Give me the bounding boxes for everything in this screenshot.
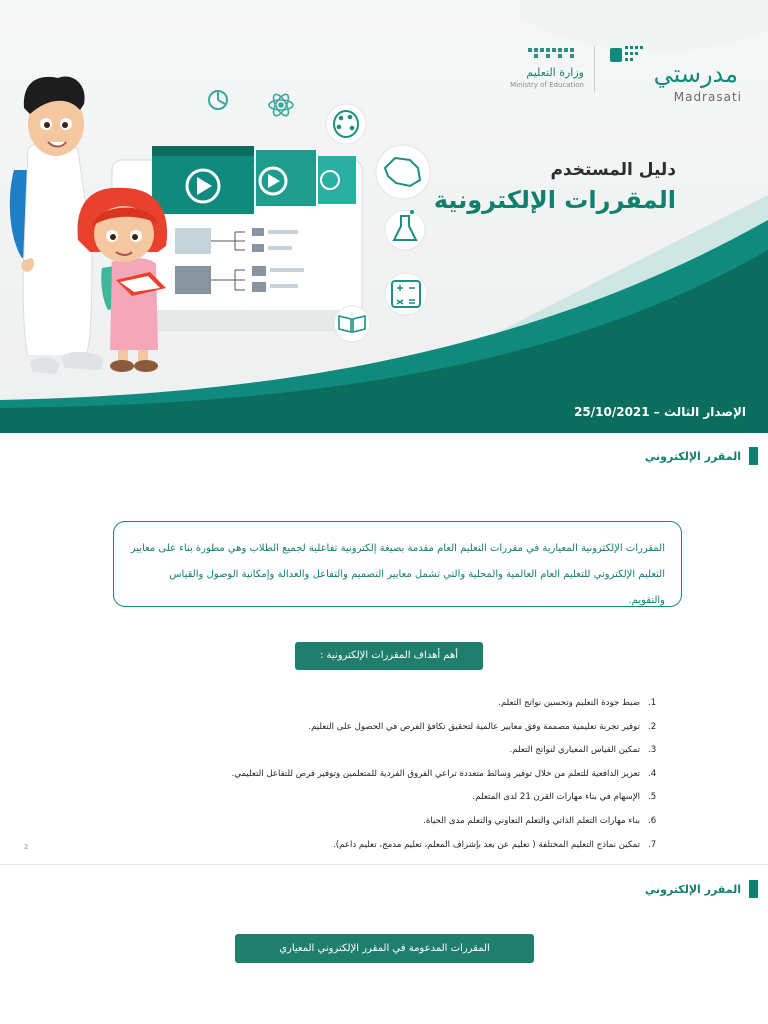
list-item: 6. بناء مهارات التعلم الذاتي والتعلم التعاوني والتعلم مدى الحياة. xyxy=(423,815,657,826)
section-label: المقرر الإلكتروني xyxy=(644,449,741,463)
map-icon xyxy=(376,145,430,199)
cover-subtitle: دليل المستخدم xyxy=(550,160,676,180)
page-number: 2 xyxy=(24,843,29,851)
list-item: 1. ضبط جودة التعليم وتحسين نواتج التعلم. xyxy=(498,698,657,708)
supported-courses-page xyxy=(0,866,768,1024)
supported-courses-title: المقررات المدعومة في المقرر الإلكتروني المعياري xyxy=(235,934,534,963)
atom-icon xyxy=(269,92,293,118)
ministry-name-en: Ministry of Education xyxy=(510,81,584,89)
intro-page xyxy=(0,433,768,865)
list-item: 4. تعزيز الدافعية للتعلم من خلال توفير وسائط متعددة تراعي الفروق الفردية للمتعلمين وتوفير فرص للتفاعل التعليمي. xyxy=(231,768,657,779)
section-marker xyxy=(749,447,758,465)
list-item: 5. الإسهام في بناء مهارات القرن 21 لدى المتعلم. xyxy=(472,792,657,803)
section-label: المقرر الإلكتروني xyxy=(644,882,741,896)
cover-illustration xyxy=(0,0,768,433)
calculator-icon xyxy=(385,273,427,315)
cover-page xyxy=(0,0,768,433)
chart-circle-icon xyxy=(209,91,227,109)
flask-icon xyxy=(385,210,425,250)
section-header xyxy=(645,447,758,465)
list-item: 7. تمكين نماذج التعليم المختلفة ( تعليم عن بعد بإشراف المعلم، تعليم مدمج، تعليم داعم). xyxy=(333,839,657,850)
goals-title-button: أهم أهداف المقررات الإلكترونية : xyxy=(295,642,483,670)
list-item: 2. توفير تجربة تعليمية مصممة وفق معايير عالمية لتحقيق تكافؤ الفرص في الحصول على التعليم. xyxy=(308,721,657,732)
list-item: 3. تمكين القياس المعياري لنواتج التعلم. xyxy=(509,745,657,756)
section-marker xyxy=(749,880,758,898)
madrasati-latin: Madrasati xyxy=(673,90,742,104)
goals-list xyxy=(110,695,670,860)
intro-box: المقررات الإلكترونية المعيارية في مقررات التعليم العام مقدمة بصيغة إلكترونية تفاعلية لجميع الطلاب وهي مطورة بناء على معايير التعليم الإلكتروني للتعليم العام العالمية والمحلية والتي تشمل معايير التصميم والتفاعل والعدالة وإمكانية الوصول والقياس والتقويم. xyxy=(113,521,682,607)
madrasati-wordmark: مدرستي xyxy=(653,60,738,88)
book-icon xyxy=(334,306,370,342)
section-header xyxy=(645,880,758,898)
cover-title: المقررات الإلكترونية xyxy=(433,186,676,214)
cover-version: الإصدار الثالث – 25/10/2021 xyxy=(574,405,746,419)
ministry-name-ar: وزارة التعليم xyxy=(526,66,584,79)
palette-icon xyxy=(326,104,366,144)
